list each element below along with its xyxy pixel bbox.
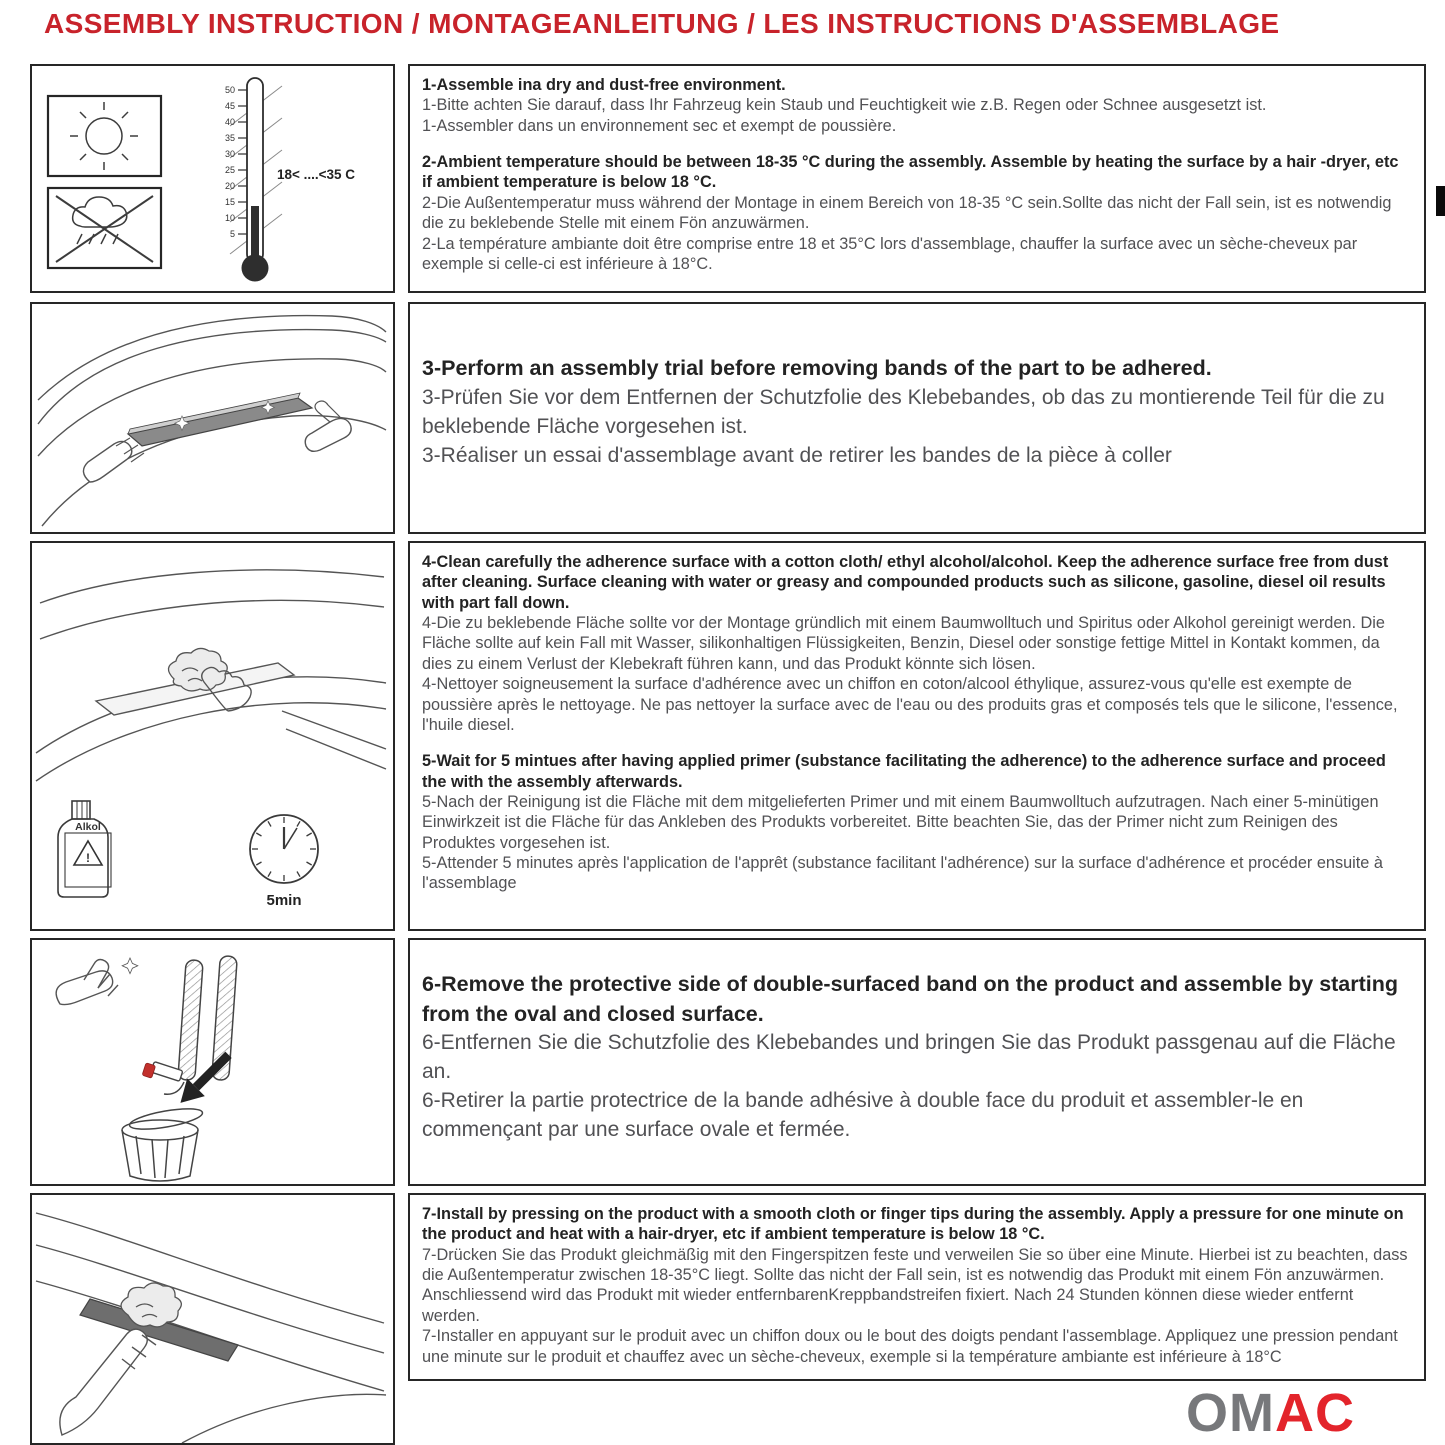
step-7-en: 7-Install by pressing on the product with a smooth cloth or finger tips during the assembly. Apply a pressure for one minute on the product and heat with a hair-dryer, etc if ambient temperature is below 18 °C.	[422, 1205, 1404, 1244]
step-4-fr: 4-Nettoyer soigneusement la surface d'adhérence avec un chiffon en coton/alcool éthylique, assurez-vous qu'elle est exempte de poussière après le nettoyage. Ne pas nettoyer la surface avec de l'eau ou des produits gras et composés tels que le silicone, l'essence, l'huile diesel.	[422, 675, 1398, 734]
illustration-box-cleaning	[30, 541, 395, 931]
step-5-de: 5-Nach der Reinigung ist die Fläche mit dem mitgelieferten Primer und mit einem Baumwolltuch aufzutragen. Nach einer 5-minütigen Einwirkzeit ist die Fläche für das Ankleben des Produkts vorbereitet. Bitte beachten Sie, das der Primer nicht zum Reinigen des Produktes vorgesehen ist.	[422, 792, 1379, 852]
clock-icon	[250, 815, 318, 883]
step-1-en: 1-Assemble ina dry and dust-free environment.	[422, 76, 786, 94]
step-3-en: 3-Perform an assembly trial before removing bands of the part to be adhered.	[422, 356, 1212, 380]
hand-icon	[56, 958, 138, 1005]
step-row-2	[30, 302, 1426, 534]
environment-temperature-illustration	[32, 66, 391, 291]
door-sill-trim	[128, 393, 312, 446]
illustration-box-press	[30, 1193, 395, 1445]
svg-text:40: 40	[224, 117, 235, 127]
illustration-box-trial	[30, 302, 395, 534]
trash-can-icon	[122, 1105, 204, 1181]
step-row-3	[30, 541, 1426, 931]
page-title: ASSEMBLY INSTRUCTION / MONTAGEANLEITUNG / LES INSTRUCTIONS D'ASSEMBLAGE	[44, 8, 1280, 39]
hand-icon	[60, 1329, 156, 1435]
alcohol-label: Alkol	[75, 821, 101, 833]
svg-text:25: 25	[224, 165, 235, 175]
left-hand-icon	[83, 438, 144, 482]
no-rain-icon	[56, 196, 153, 262]
instruction-text-box-5	[408, 1193, 1426, 1381]
remove-band-illustration	[32, 940, 391, 1184]
step-1-de: 1-Bitte achten Sie darauf, dass Ihr Fahrzeug kein Staub und Feuchtigkeit wie z.B. Regen oder Schnee ausgesetzt ist.	[422, 96, 1267, 115]
step-4-de: 4-Die zu beklebende Fläche sollte vor der Montage gründlich mit einem Baumwolltuch und Spiritus oder Alkohol gereinigt werden. Die Fläche sollte auf kein Fall mit Wasser, silikonhaltigen Flüssigkeiten, Benzin, Diesel oder sonstige fettige Mittel in Kontakt kommen, da dies zu einem Verlust der Klebekraft führen kann, und das Produkt könnte sich lösen.	[422, 614, 1385, 673]
svg-text:10: 10	[224, 213, 235, 223]
step-row-4	[30, 938, 1426, 1186]
step-2-de: 2-Die Außentemperatur muss während der Montage in einem Bereich von 18-35 °C sein.Sollte das nicht der Fall sein, ist es notwendig die zu beklebende Stelle mit einem Fön anzuwärmen.	[422, 193, 1392, 233]
svg-text:5: 5	[229, 229, 235, 239]
svg-text:50: 50	[224, 85, 235, 95]
clock-duration-label: 5min	[266, 892, 302, 909]
instruction-text-box-4	[408, 938, 1426, 1186]
step-5-fr: 5-Attender 5 minutes après l'application de l'apprêt (substance facilitant l'adhérence) sur la surface d'adhérence et procéder ensuite à l'assemblage	[422, 854, 1383, 893]
logo-text-gray: OM	[1186, 1383, 1275, 1443]
svg-text:15: 15	[224, 197, 235, 207]
page-edge-mark	[1436, 186, 1445, 216]
warning-exclamation: !	[86, 851, 90, 865]
svg-text:30: 30	[224, 149, 235, 159]
step-2-en: 2-Ambient temperature should be between 18-35 °C during the assembly. Assemble by heating the surface by a hair -dryer, etc if ambient temperature is below 18 °C.	[422, 153, 1399, 192]
thermometer-icon	[225, 78, 282, 282]
instruction-text-box-3	[408, 541, 1426, 931]
step-6-en: 6-Remove the protective side of double-surfaced band on the product and assemble by starting from the oval and closed surface.	[422, 972, 1399, 1026]
instruction-text-box-1	[408, 64, 1426, 293]
temperature-range-label: 18< ....<35 C	[277, 167, 356, 182]
svg-text:45: 45	[224, 101, 235, 111]
step-6-fr: 6-Retirer la partie protectrice de la bande adhésive à double face du produit et assembler-le en commençant par une surface ovale et fermée.	[422, 1089, 1304, 1142]
pressing-illustration	[32, 1195, 391, 1443]
step-3-de: 3-Prüfen Sie vor dem Entfernen der Schutzfolie des Klebebandes, ob das zu montierende Teil für die zu beklebende Fläche vorgesehen ist.	[422, 385, 1385, 438]
step-1-fr: 1-Assembler dans un environnement sec et exempt de poussière.	[422, 116, 897, 135]
alcohol-bottle-icon	[58, 801, 111, 897]
adhesive-part	[142, 1062, 183, 1082]
step-2-fr: 2-La température ambiante doit être comprise entre 18 et 35°C lors d'assemblage, chauffer la surface avec un sèche-cheveux par exemple si celle-ci est inférieure à 18°C.	[422, 234, 1358, 273]
cloth-icon	[168, 648, 227, 690]
instruction-text-box-2	[408, 302, 1426, 534]
step-7-de: 7-Drücken Sie das Produkt gleichmäßig mit den Fingerspitzen feste und verweilen Sie so über eine Minute. Hierbei ist zu beachten, dass die Außentemperatur zwischen 18-35°C liegt. Sollte das nicht der Fall sein, ist es notwendig das Produkt mit einem Fön anzuwärmen. Anschliessend wird das Produkt mit wieder entfernbarenKreppbandstreifen fixiert. Nach 24 Stunden können diese wieder entfernt werden.	[422, 1245, 1408, 1325]
omac-logo	[1186, 1382, 1355, 1444]
step-5-en: 5-Wait for 5 mintues after having applied primer (substance facilitating the adherence) to the adherence surface and proceed the with the assembly afterwards.	[422, 752, 1386, 791]
step-7-fr: 7-Installer en appuyant sur le produit avec un chiffon doux ou le bout des doigts pendant l'assemblage. Appliquez une pression pendant une minute sur le produit et chauffez avec un sèche-cheveux, exemple si la température ambiante est inférieure à 18°C	[422, 1327, 1398, 1366]
cleaning-illustration	[32, 543, 391, 929]
step-3-fr: 3-Réaliser un essai d'assemblage avant de retirer les bandes de la pièce à coller	[422, 443, 1172, 467]
assembly-trial-illustration	[32, 304, 391, 532]
illustration-box-environment	[30, 64, 395, 293]
step-row-1	[30, 64, 1426, 293]
illustration-box-band	[30, 938, 395, 1186]
step-6-de: 6-Entfernen Sie die Schutzfolie des Klebebandes und bringen Sie das Produkt passgenau auf die Fläche an.	[422, 1031, 1396, 1084]
sun-icon	[70, 102, 138, 170]
step-4-en: 4-Clean carefully the adherence surface with a cotton cloth/ ethyl alcohol/alcohol. Keep the adherence surface free from dust after cleaning. Surface cleaning with water or greasy and compounded products such as silicone, gasoline, diesel oil results with part fall down.	[422, 553, 1389, 612]
svg-text:20: 20	[224, 181, 235, 191]
logo-text-red: AC	[1275, 1383, 1355, 1443]
thermometer-scale	[225, 85, 235, 239]
svg-text:35: 35	[224, 133, 235, 143]
